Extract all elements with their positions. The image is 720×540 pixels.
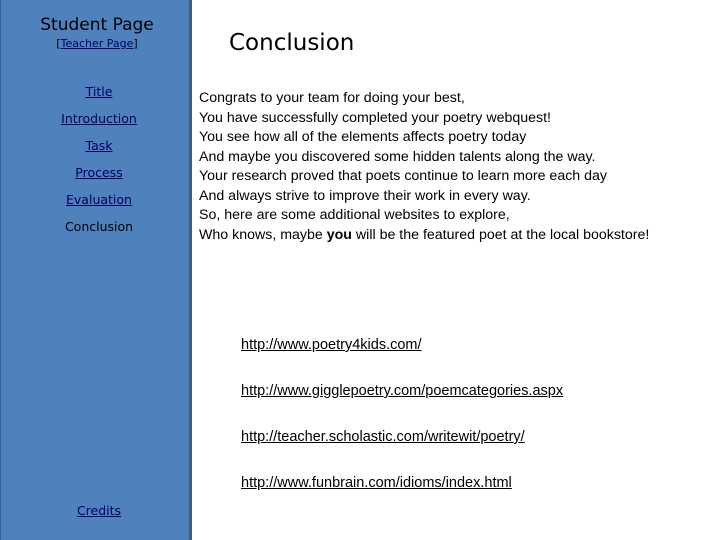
- teacher-page-link[interactable]: Teacher Page: [60, 37, 134, 50]
- conclusion-text: [199, 89, 719, 245]
- page-title: Conclusion: [229, 30, 355, 56]
- website-links: [241, 336, 563, 520]
- text-line: And always strive to improve their work in every way.: [199, 187, 531, 204]
- text-line: Congrats to your team for doing your best,: [199, 90, 465, 106]
- website-link-funbrain[interactable]: http://www.funbrain.com/idioms/index.html: [241, 475, 512, 491]
- nav-item-process[interactable]: Process: [75, 165, 123, 180]
- nav-item-evaluation[interactable]: Evaluation: [66, 192, 132, 207]
- text-line: You have successfully completed your poetry webquest!: [199, 109, 551, 126]
- text-fragment: will be the featured poet at the local bookstore!: [351, 226, 650, 243]
- website-link-gigglepoetry[interactable]: http://www.gigglepoetry.com/poemcategories.aspx: [241, 383, 564, 399]
- text-line: You see how all of the elements affects poetry today: [199, 129, 527, 145]
- teacher-page-link-wrapper: [Teacher Page]: [56, 37, 138, 50]
- text-line-last: [199, 226, 719, 246]
- text-emphasis: you: [326, 226, 352, 243]
- sidebar-nav: [1, 82, 197, 244]
- text-line: Your research proved that poets continue to learn more each day: [199, 168, 608, 184]
- nav-item-conclusion: Conclusion: [64, 219, 134, 234]
- text-line: So, here are some additional websites to explore,: [199, 207, 510, 223]
- credits-link[interactable]: Credits: [76, 503, 122, 518]
- sidebar: [0, 0, 192, 540]
- website-link-poetry4kids[interactable]: http://www.poetry4kids.com/: [241, 337, 422, 353]
- nav-item-task[interactable]: Task: [85, 138, 113, 153]
- text-fragment: Who knows, maybe: [199, 226, 327, 243]
- website-link-scholastic[interactable]: http://teacher.scholastic.com/writewit/poetry/: [241, 429, 525, 445]
- nav-item-title[interactable]: Title: [85, 84, 113, 99]
- sidebar-title: Student Page: [40, 15, 154, 35]
- nav-item-introduction[interactable]: Introduction: [61, 111, 137, 126]
- text-line: And maybe you discovered some hidden talents along the way.: [199, 148, 596, 165]
